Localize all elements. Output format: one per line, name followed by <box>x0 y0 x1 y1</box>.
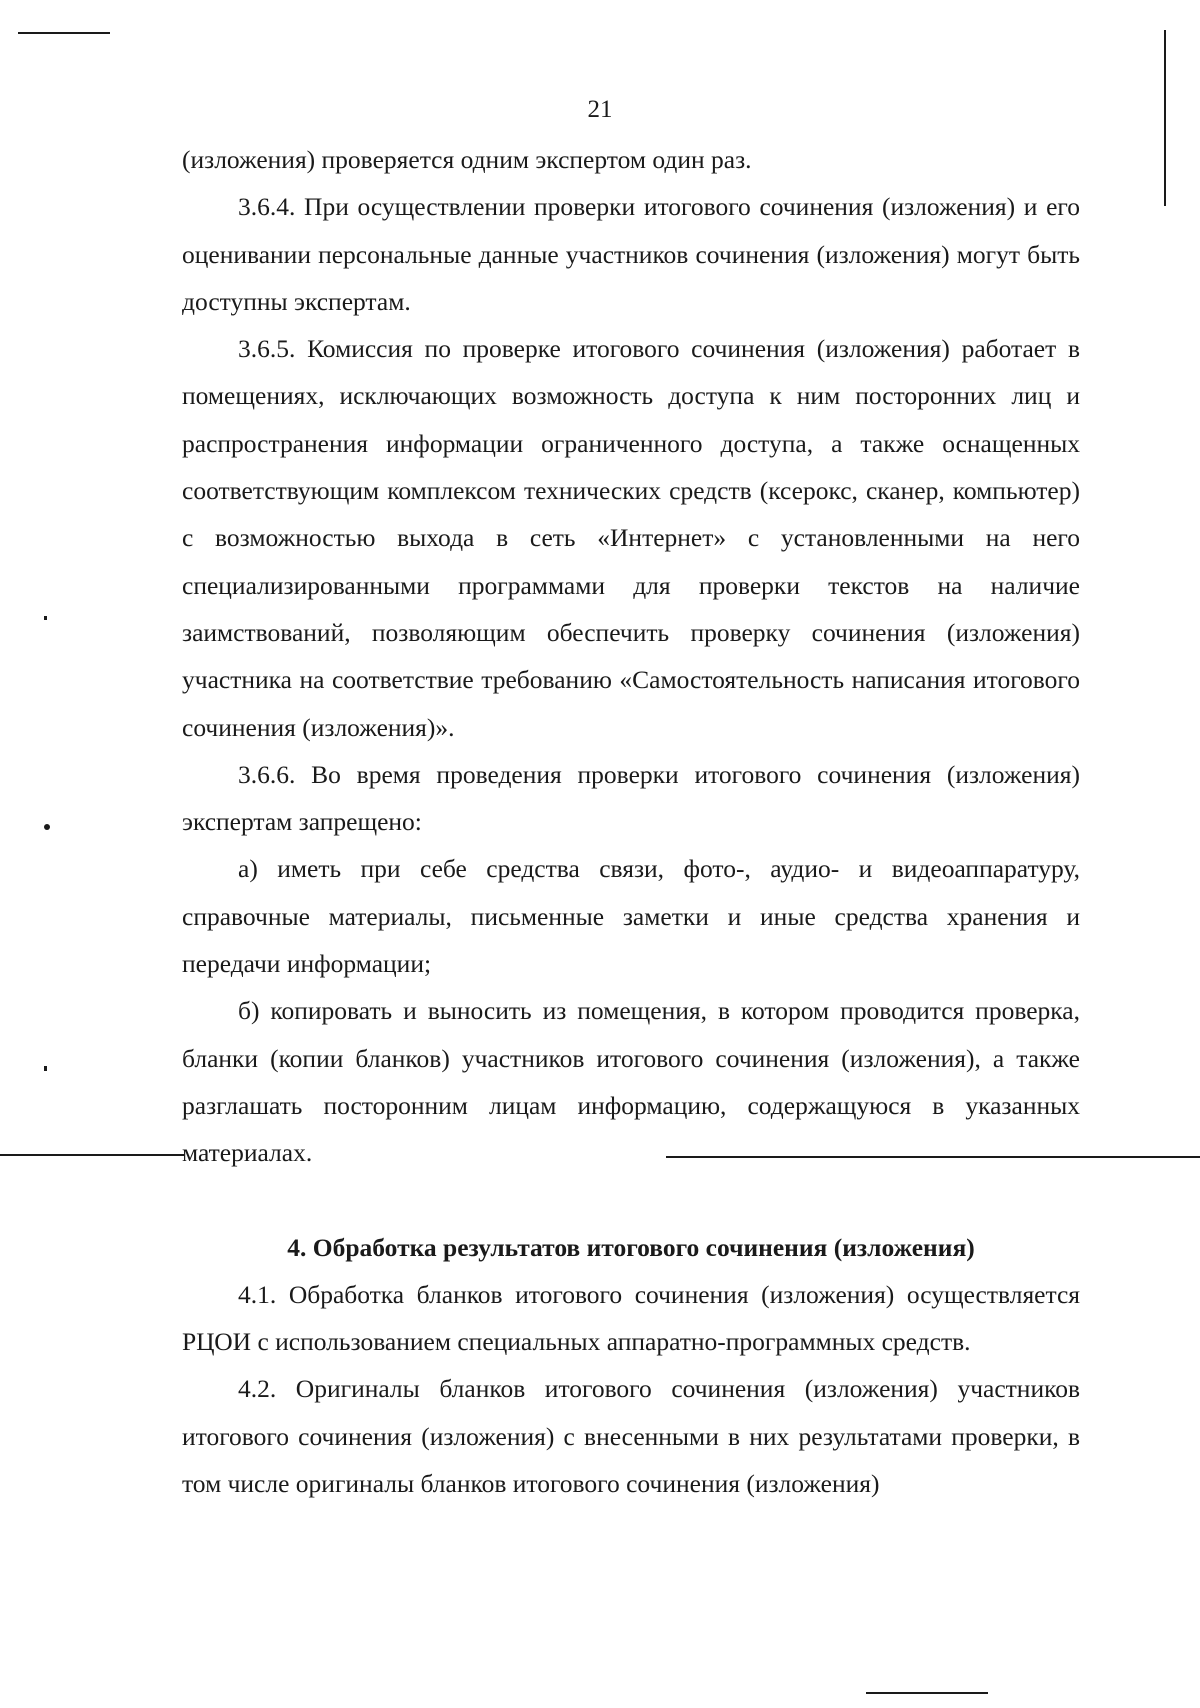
scan-line-top-left <box>18 32 110 34</box>
paragraph-item-b: б) копировать и выносить из помещения, в котором проводится проверка, бланки (копии бланков) участников итогового сочинения (изложения), а также разглашать посторонним лицам информацию, содержащуюся в указанных материалах. <box>182 996 1080 1168</box>
section-spacer <box>182 1177 1080 1224</box>
section-heading: 4. Обработка результатов итогового сочинения (изложения) <box>287 1232 975 1262</box>
document-body <box>182 136 1080 1507</box>
paragraph-continuation: (изложения) проверяется одним экспертом один раз. <box>182 145 752 174</box>
paragraph-3-6-6: 3.6.6. Во время проведения проверки итогового сочинения (изложения) экспертам запрещено: <box>182 759 1080 837</box>
paragraph-4-1: 4.1. Обработка бланков итогового сочинения (изложения) осуществляется РЦОИ с использованием специальных аппаратно-программных средств. <box>182 1279 1080 1357</box>
paragraph-3-6-5: 3.6.5. Комиссия по проверке итогового сочинения (изложения) работает в помещениях, исключающих возможность доступа к ним посторонних лиц и распространения информации ограниченного доступа, а также оснащенных соответствующим комплексом технических средств (ксерокс, сканер, компьютер) с возможностью выхода в сеть «Интернет» с установленными на него специализированными программами для проверки текстов на наличие заимствований, позволяющим обеспечить проверку сочинения (изложения) участника на соответствие требованию «Самостоятельность написания итогового сочинения (изложения)». <box>182 334 1080 742</box>
paragraph-3-6-4: 3.6.4. При осуществлении проверки итогового сочинения (изложения) и его оценивании персональные данные участников сочинения (изложения) могут быть доступны экспертам. <box>182 192 1080 316</box>
paragraph-item-a: а) иметь при себе средства связи, фото-, аудио- и видеоаппаратуру, справочные материалы, письменные заметки и иные средства хранения и передачи информации; <box>182 854 1080 979</box>
scan-dot-left-1 <box>44 824 50 830</box>
scan-line-middle-left <box>0 1154 184 1156</box>
paragraph-4-2: 4.2. Оригиналы бланков итогового сочинения (изложения) участников итогового сочинения (изложения) с внесенными в них результатами проверки, в том числе оригиналы бланков итогового сочинения (изложения) <box>182 1374 1080 1499</box>
scan-dot-left-2 <box>44 616 47 620</box>
page-number: 21 <box>587 96 613 123</box>
scan-line-bottom-right <box>866 1692 988 1694</box>
scan-dot-left-3 <box>44 1066 47 1071</box>
